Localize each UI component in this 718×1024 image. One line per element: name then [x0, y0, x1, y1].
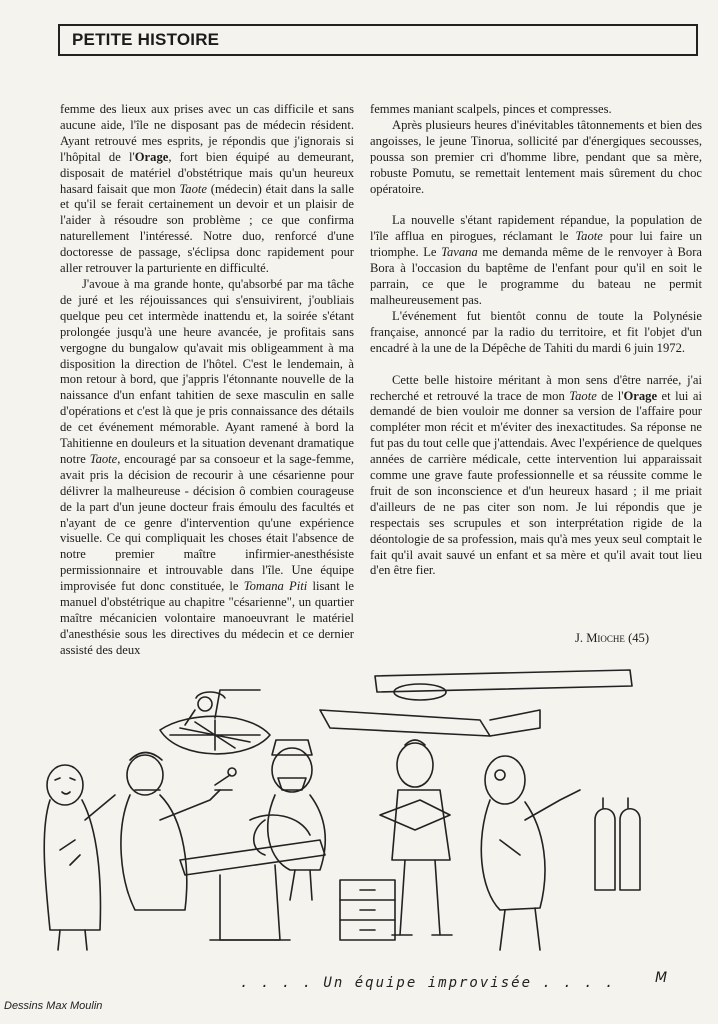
text-run: L'événement fut bientôt connu de toute la Polynésie française, annoncé par la radio du territoire, et fit l'objet d'un encadré à la une de la Dépêche de Tahiti du mardi 6 juin 1972. [370, 308, 702, 355]
text-run: femme des lieux aux prises avec un cas difficile et sans aucune aide, l'île ne disposant pas de médecin résident. Ayant retrouvé mes esprits, je répondis que j'ignorais si l'hôpital de l' [60, 102, 354, 164]
paragraph [60, 277, 354, 659]
surgeon-center [121, 753, 232, 911]
gas-cylinders [595, 798, 640, 890]
man-reading-manual [380, 740, 452, 935]
text-run: Tavana [441, 245, 478, 260]
text-run: femmes maniant scalpels, pinces et compresses. [370, 102, 612, 116]
left-text-column [60, 102, 354, 659]
operating-lamp [160, 690, 270, 754]
operating-room-cartoon [20, 650, 710, 990]
text-run: Taote [569, 388, 597, 403]
text-run: de l' [596, 388, 624, 403]
mechanic [481, 756, 580, 950]
text-run: me demanda même de le renvoyer à Bora Bora à l'occasion du baptême de l'enfant pour qu'il en soit le parrain, ce que le programme du bateau ne permit malheureusement pas. [370, 245, 702, 307]
text-run: Orage [623, 388, 658, 403]
surgical-tools [60, 768, 236, 865]
text-run: pour lui faire un triomphe. Le [370, 229, 702, 260]
author-signature [575, 631, 649, 646]
text-run: J'avoue à ma grande honte, qu'absorbé par ma tâche de juré et les réjouissances qui s'ensuivirent, j'oubliais quelque peu cet intermède inattendu et, la soirée s'étant prolongée jusqu'à une heure avancée, je profitais sans vergogne du bungalow qu'avait mis obligeamment à ma disposition la direction de l'hôtel. C'est le lendemain, à mon retour à bord, que j'appris l'étonnante nouvelle de la naissance d'un enfant tahitien de sexe masculin en salle d'opérations et c'est là que je pris connaissance des détails de cet événement mémorable. Ayant ramené à bord la Tahitienne en douleurs et la situation devenant dramatique notre [60, 276, 354, 466]
paragraph [370, 118, 702, 198]
text-run: , fort bien équipé au demeurant, disposait de matériel d'obstétrique mais qu'un heureux hasard faisait que mon [60, 149, 354, 196]
text-run: Cette belle histoire méritant à mon sens d'être narrée, j'ai recherché et retrouvé la trace de mon [370, 372, 702, 403]
section-title-box [58, 24, 698, 56]
illustration-caption: . . . . Un équipe improvisée . . . . [240, 975, 616, 991]
text-run: (médecin) était dans la salle et qu'il se ferait certainement un devoir et un plaisir de l'aider à résoudre son problème ; ce que confirma naturellement l'intéressé. Notre duo, renforcé d'une doctoresse de passage, s'éclipsa donc rapidement pour aller retrouver la parturiente en difficulté. [60, 181, 354, 276]
paragraph [370, 213, 702, 308]
signature-initial: J. M [575, 631, 598, 645]
section-title: PETITE HISTOIRE [72, 30, 220, 49]
text-run: Tomana Piti [243, 579, 308, 594]
paragraph [370, 102, 702, 118]
small-lamp [185, 697, 212, 725]
signature-rest: ioche [597, 631, 625, 645]
text-run: , encouragé par sa consoeur et la sage-femme, avait pris la décision de recourir à une césarienne pour délivrer la malheureuse - décision ô combien courageuse de la part d'un jeune docteur frais émoulu des facultés et n'ayant de ce genre d'intervention qu'une expérience visuelle. Ce qui compliquait les choses était l'absence de notre premier maître infirmier-anesthésiste permissionnaire et introuvable dans l'île. Une équipe improvisée fut donc constituée, le [60, 451, 354, 594]
anesthesia-cart [340, 880, 395, 940]
paragraph [60, 102, 354, 277]
artist-initials: M [655, 970, 668, 986]
text-run: Après plusieurs heures d'inévitables tâtonnements et bien des angoisses, le jeune Tinorua, sollicité par d'énergiques secousses, poussa son premier cri d'homme libre, pendant que sa mère, robuste Pomutu, se remettait lentement mais sûrement du choc opératoire. [370, 117, 702, 196]
drawing-credit: Dessins Max Moulin [4, 1000, 103, 1012]
signature-number: (45) [628, 631, 650, 645]
text-run: lisant le manuel d'obstétrique au chapitre "césarienne", un quartier maître mécanicien volontaire manoeuvrant le matériel d'anesthésie sous les directives du médecin et ce dernier assisté des deux [60, 579, 355, 657]
nurse-left [44, 765, 115, 950]
text-run: et lui ai demandé de bien vouloir me donner sa version de l'affaire pour compléter mon récit et m'éviter des inexactitudes. Sa réponse ne fut pas du tout celle que j'attendais. Avec l'expérience de quelques années de carrière médicale, cette intervention lui apparaissait comme une grave faute professionnelle et sa réussite comme le fruit de son inconscience et d'un heureux hasard ; il me priait d'ailleurs de ne pas citer son nom. Je lui répondis que je respectais ses scrupules et son interprétation rigide de la déontologie de sa profession, mais qu'à mes yeux seul comptait le fait qu'il avait sauvé un enfant et sa mère et qu'il avait tout lieu d'en être fier. [370, 388, 703, 578]
right-text-column [370, 102, 702, 579]
ceiling-duct [320, 670, 632, 736]
text-run: Orage [134, 149, 169, 164]
paragraph [370, 309, 702, 357]
text-run: Taote [89, 451, 118, 466]
text-run: Taote [575, 229, 603, 244]
anaesthetist [254, 740, 325, 900]
paragraph [370, 373, 702, 580]
text-run: Taote [179, 181, 207, 196]
operating-table [180, 815, 325, 940]
text-run: La nouvelle s'étant rapidement répandue, la population de l'île afflua en pirogues, réclamant le [370, 213, 702, 244]
